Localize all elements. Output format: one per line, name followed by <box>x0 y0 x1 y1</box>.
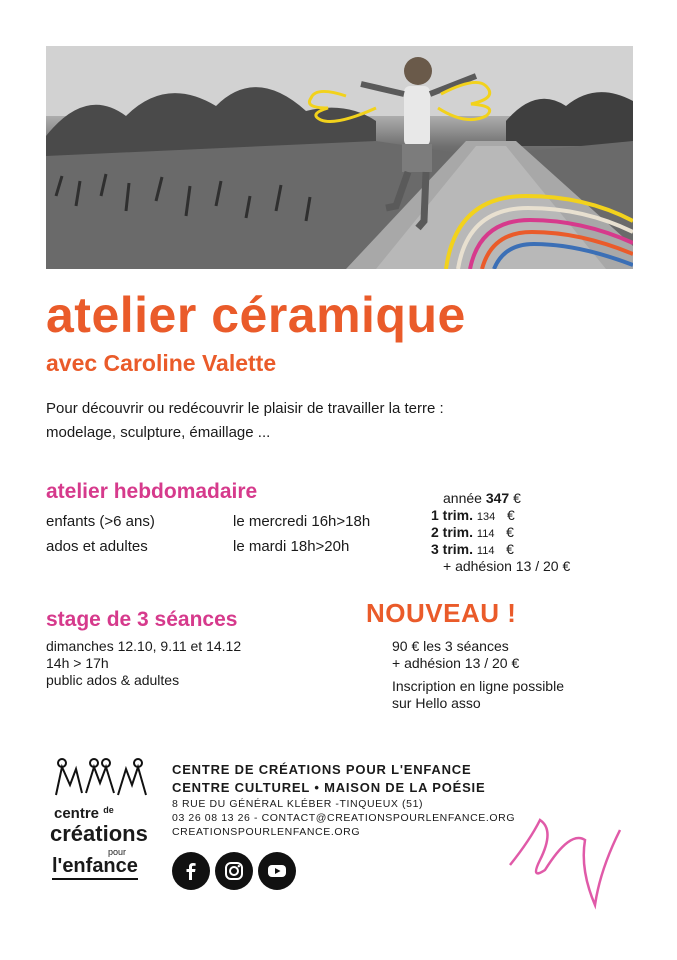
facebook-icon[interactable] <box>172 852 210 890</box>
pink-scribble-icon <box>500 810 630 910</box>
intro-line-2: modelage, sculpture, émaillage ... <box>46 424 271 441</box>
nouveau-membership: + adhésion 13 / 20 € <box>392 655 520 671</box>
youtube-icon[interactable] <box>258 852 296 890</box>
nouveau-online-1: Inscription en ligne possible <box>392 678 564 694</box>
logo-text-1 <box>54 805 114 822</box>
price-trim-1 <box>431 507 515 523</box>
stage-heading: stage de 3 séances <box>46 608 238 631</box>
footer-website[interactable]: CREATIONSPOURLENFANCE.ORG <box>172 826 361 838</box>
stage-audience: public ados & adultes <box>46 672 180 688</box>
weekly-heading: atelier hebdomadaire <box>46 480 258 503</box>
logo-line-1: centre <box>54 805 100 822</box>
hero-photo <box>46 46 633 269</box>
price-trim-3-label: 3 trim. <box>431 541 474 557</box>
price-trim-2-label: 2 trim. <box>431 524 474 540</box>
price-membership: + adhésion 13 / 20 € <box>443 558 571 574</box>
logo-line-4: l'enfance <box>52 855 138 880</box>
price-currency: € <box>513 490 521 506</box>
weekly-audience-2: ados et adultes <box>46 538 148 555</box>
price-year-label: année <box>443 490 482 506</box>
logo-line-3: pour <box>108 847 127 857</box>
page-title: atelier céramique <box>46 287 466 343</box>
price-trim-3-currency: € <box>506 541 514 557</box>
nouveau-label: NOUVEAU ! <box>366 598 517 628</box>
stage-hours: 14h > 17h <box>46 655 109 671</box>
weekly-schedule-2: le mardi 18h>20h <box>233 538 350 555</box>
intro-line-1: Pour découvrir ou redécouvrir le plaisir de travailler la terre : <box>46 400 444 417</box>
hero-illustration <box>46 46 633 269</box>
price-trim-3 <box>431 541 514 557</box>
nouveau-online-2: sur Hello asso <box>392 695 481 711</box>
logo <box>48 755 153 890</box>
nouveau-price: 90 € les 3 séances <box>392 638 509 654</box>
stage-dates: dimanches 12.10, 9.11 et 14.12 <box>46 638 242 654</box>
price-year <box>443 490 521 506</box>
footer-venue: CENTRE CULTUREL • MAISON DE LA POÉSIE <box>172 780 486 795</box>
footer-address: 8 RUE DU GÉNÉRAL KLÉBER -TINQUEUX (51) <box>172 798 424 810</box>
footer-contact[interactable]: 03 26 08 13 26 - CONTACT@CREATIONSPOURLENFANCE.ORG <box>172 812 516 824</box>
logo-crowns-icon <box>48 755 153 805</box>
weekly-schedule-1: le mercredi 16h>18h <box>233 513 371 530</box>
price-trim-2-value: 114 <box>476 528 495 540</box>
price-trim-1-currency: € <box>506 507 515 523</box>
logo-line-1b: de <box>103 805 114 815</box>
weekly-audience-1: enfants (>6 ans) <box>46 513 155 530</box>
price-trim-2 <box>431 524 514 540</box>
logo-line-2: créations <box>50 821 148 846</box>
instagram-icon[interactable] <box>215 852 253 890</box>
price-trim-2-currency: € <box>506 524 514 540</box>
price-trim-1-label: 1 trim. <box>431 507 474 523</box>
page-subtitle: avec Caroline Valette <box>46 350 277 376</box>
price-trim-3-value: 114 <box>476 545 495 557</box>
footer-org: CENTRE DE CRÉATIONS POUR L'ENFANCE <box>172 762 472 777</box>
price-trim-1-value: 134 <box>476 511 496 523</box>
price-year-value: 347 <box>485 490 510 506</box>
